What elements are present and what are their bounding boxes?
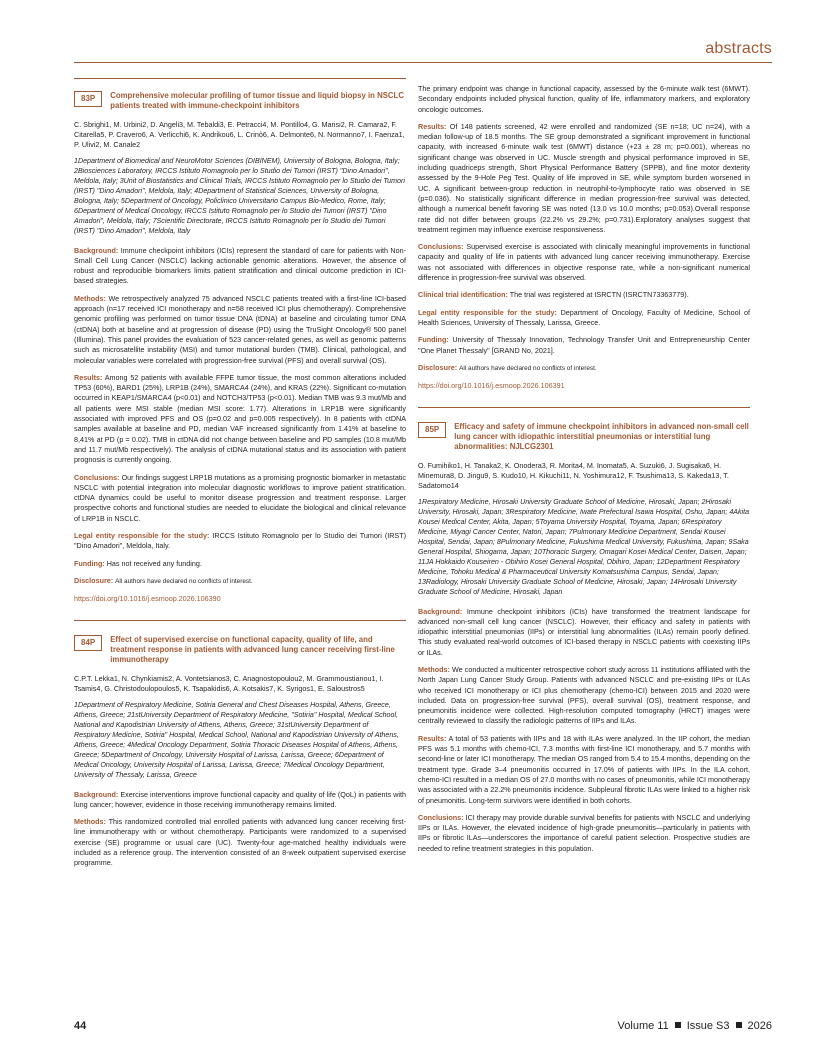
conclusions-section: Conclusions: Our findings suggest LRP1B mutations as a promising prognostic biomarker in metastatic NSCLC with potential integration into molecular diagnostic workflows to improve patient stratification. ctDNA dynamics could be useful to monitor disease progression and treatment response. Larger prospective cohorts and functional studies are needed to elucidate the biological and clinical relevance of LRP1B in NSCLC. bbox=[74, 472, 407, 523]
page-footer bbox=[74, 1020, 772, 1034]
author-list: C.P.T. Lekka1, N. Chynkiamis2, A. Vontetsianos3, C. Anagnostopoulou2, M. Grammoustianou1, I. Tsamis4, G. Christodoulopoulos5, K. Tsapakidis6, A. Kotsakis7, K. Syrigos1, E. Saloustros5 bbox=[74, 673, 384, 693]
background-section: Background: Immune checkpoint inhibitors (ICIs) represent the standard of care for patients with Non-Small Cell Lung Cancer (NSCLC) lacking actionable genomic alterations. However, the absence of robust and reproducible biomarkers limits patient stratification and clinical outcome prediction in ICI-based strategies. bbox=[74, 245, 407, 286]
methods-section: Methods: We conducted a multicenter retrospective cohort study across 11 institutions affiliated with the North Japan Lung Cancer Study Group. Patients with advanced NSCLC and pre-existing IIPs or ILAs who received ICI monotherapy or ICI plus chemotherapy (chemo-ICI) between 2015 and 2020 were included. Data on progression-free survival (PFS), overall survival (OS), treatment response, and pneumonitis incidence were collected. High-resolution computed tomography (HRCT) images were centrally reviewed to classify the radiologic patterns of IIPs and ILAs. bbox=[418, 665, 750, 726]
conclusions-section: Conclusions: ICI therapy may provide durable survival benefits for patients with NSCLC and underlying IIPs or ILAs. However, the elevated incidence of high-grade pneumonitis—particularly in patients with IIPs or fibrotic ILAs—underscores the importance of careful patient selection. Prospective studies are needed to refine treatment strategies in this population. bbox=[418, 812, 750, 853]
header-rule bbox=[74, 62, 772, 63]
abstract-separator bbox=[418, 407, 750, 408]
clinical-trial-id: Clinical trial identification: The trial was registered at ISRCTN (ISRCTN73363779). bbox=[418, 290, 689, 300]
affiliations: 1Department of Respiratory Medicine, Sotiria General and Chest Diseases Hospital, Athens, Greece, Athens, Greece; 21stUniversity Department of Respiratory Medicine, "Sotiria" Hospital, Medical School, National and Kapodistrian University of Athens, Athens, Greece; 31stUniversity Department of Respiratory Medicine, Sotiria" Hospital, Medical School, National and Kapodistrian University of Athens, Athens, Greece; 4Medical Oncology Department, Sotiria Thoracic Diseases Hospital of Athens, Athens, Greece; 5Department of Oncology, University Hospital of Larissa, Larissa, Greece; 6Department of Medical Oncology, University Hospital of Larissa, Larissa, Greece; 7Medical Oncology Department, University of Thessaly, Larissa, Greece bbox=[74, 700, 399, 779]
abstract-83p-header bbox=[74, 91, 406, 111]
affiliations: 1Department of Biomedical and NeuroMotor Sciences (DIBINEM), University of Bologna, Bologna, Italy; 2Biosciences Laboratory, IRCCS Istituto Romagnolo per lo Studio dei Tumori (IRST) "Dino Amadori", Meldola, Italy; 3Unit of Biostatistics and Clinical Trials, IRCCS Istituto Romagnolo per lo Studio dei Tumori (IRST) "Dino Amadori", Meldola, Italy; 4Department of Statistical Sciences, University of Bologna, Bologna, Italy; 5Department of Oncology, Policlinico Universitario Campus Bio-Medico, Rome, Italy; 6Department of Medical Oncology, IRCCS Istituto Romagnolo per lo Studio dei Tumori (IRST) "Dino Amadori", Meldola, Italy; 7Scientific Directorate, IRCCS Istituto Romagnolo per lo Studio dei Tumori (IRST) "Dino Amadori", Meldola, Italy bbox=[74, 156, 405, 235]
doi-link[interactable]: https://doi.org/10.1016/j.esmoop.2026.106391 bbox=[418, 381, 565, 391]
abstract-id: 84P bbox=[74, 635, 102, 651]
author-list: O. Fumihiko1, H. Tanaka2, K. Onodera3, R. Morita4, M. Inomata5, A. Suzuki6, J. Sugisaka6, H. Minemura8, D. Jingu9, S. Kudo10, H. Kikuchi11, N. Yoshimura12, F. Tsushima13, S. Kakeda13, T. Sadatomo14 bbox=[418, 460, 729, 490]
abstract-84p-header bbox=[74, 635, 406, 664]
doi-link[interactable]: https://doi.org/10.1016/j.esmoop.2026.106390 bbox=[74, 594, 221, 604]
abstract-separator bbox=[74, 78, 406, 79]
abstract-85p-header bbox=[418, 422, 750, 451]
abstract-id: 85P bbox=[418, 422, 446, 438]
running-header: abstracts bbox=[705, 40, 772, 57]
funding: Funding: Has not received any funding. bbox=[74, 558, 202, 568]
legal-entity: Legal entity responsible for the study: IRCCS Istituto Romagnolo per lo Studio dei Tumori (IRST) "Dino Amadori", Meldola, Italy. bbox=[74, 531, 406, 551]
legal-entity: Legal entity responsible for the study: Department of Oncology, Faculty of Medicine, School of Health Sciences, University of Thessaly, Larissa, Greece. bbox=[418, 307, 750, 327]
methods-section: Methods: We retrospectively analyzed 75 advanced NSCLC patients treated with a first-line ICI-based approach (n=17 received ICI monotherapy and n=58 received ICI plus chemotherapy). Comprehensive genomic profiling was performed on tumor tissue DNA (tDNA) at baseline and circulating tumor DNA (ctDNA) both at baseline and at progression of disease (PD) using the TruSight Oncology® 500 panel (Illumina). This panel provides the evaluation of 523 cancer-related genes, as well as genomic patterns such as microsatellite instability (MSI) and tumor mutational burden (TMB). Clinical, pathological, and molecular variables were correlated with progression-free survival (PFS) and overall survival (OS). bbox=[74, 293, 407, 365]
right-column bbox=[418, 84, 750, 861]
results-section: Results: Among 52 patients with available FFPE tumor tissue, the most common alterations included TP53 (60%), BARD1 (25%), LRP1B (24%), SMARCA4 (24%), and KRAS (22%). Significant co-mutation occurred in KEAP1/SMARCA4 (p<0.01) and NOTCH3/TP53 (p<0.01). Median TMB was 9.3 mut/Mb and all patients were MSI stable (median MSI score: 1.77). Alterations in LRP1B were significantly associated with improved PFS and OS (p=0.02 and p=0.005 respectively). In 8 patients with ctDNA samples available at baseline and PD, median VAF increased significantly from 1.41% at baseline to 8,41% at PD (p = 0.02). TMB in ctDNA did not change between baseline and PD samples (10.8 mut/Mb and 11.7 mut/Mb respectively). The analysis of ctDNA mutational status and its association with patient prognosis is currently ongoing. bbox=[74, 372, 406, 465]
funding: Funding: University of Thessaly Innovation, Technology Transfer Unit and Entrepreneurship Center "One Planet Thessaly" [GRAND No, 2021]. bbox=[418, 335, 750, 355]
volume-issue: Volume 11 Issue S3 2026 bbox=[617, 1020, 772, 1032]
abstract-title: Efficacy and safety of immune checkpoint inhibitors in advanced non-small cell lung cancer with idiopathic interstitial pneumonias or interstitial lung abnormalities: NJLCG2301 bbox=[454, 422, 749, 451]
methods-section: Methods: This randomized controlled trial enrolled patients with advanced lung cancer receiving first-line immunotherapy with or without chemotherapy. Participants were randomized to a supervised exercise (SE) programme or usual care (UC). Twenty-four age-matched healthy individuals were included as a reference group. The intervention consisted of an 8-week outpatient supervised exercise programme. bbox=[74, 817, 406, 868]
page-number: 44 bbox=[74, 1020, 87, 1032]
abstract-separator bbox=[74, 620, 406, 621]
abstract-title: Effect of supervised exercise on functional capacity, quality of life, and treatment response in patients with advanced lung cancer receiving first-line immunotherapy bbox=[110, 635, 395, 664]
left-column bbox=[74, 78, 406, 876]
author-list: C. Sbrighi1, M. Urbini2, D. Angeli3, M. Tebaldi3, E. Petracci4, M. Pontillo4, G. Marisi2, R. Camara2, F. Citarella5, P. Cravero6, A. Verlicchi6, K. Andrikou6, L. Crinò6, A. Delmonte6, N. Normanno7, I. Faenza1, P. Ulivi2, M. Canale2 bbox=[74, 119, 405, 149]
conclusions-section: Conclusions: Supervised exercise is associated with clinically meaningful improvements in functional capacity and quality of life in patients with advanced lung cancer receiving immunotherapy. Exercise was not associated with differences in objective response rate, while a non-significant numerical difference in progression-free survival was observed. bbox=[418, 242, 751, 283]
abstract-id: 83P bbox=[74, 91, 102, 107]
disclosure: Disclosure: All authors have declared no conflicts of interest. bbox=[74, 575, 253, 585]
affiliations: 1Respiratory Medicine, Hirosaki University Graduate School of Medicine, Hirosaki, Japan; 2Hirosaki University, Hirosaki, Japan; 3Respiratory Medicine, Iwate Prefectural Isawa Hospital, Oshu, Japan; 4Akita Kousei Medical Center, Akita, Japan; 5Toyama University Hospital, Toyama, Japan; 6Respiratory Medicine, Miyagi Cancer Center, Natori, Japan; 7Pulmonary Medicine Department, Sendai Kousei Hospital, Sendai, Japan; 8Pulmonary Medicine, Fukushima Medical University, Fukushima, Japan; 9Saka General Hospital, Shiogama, Japan; 10Thoracic Surgery, Omagari Kosei Medical Center, Daisen, Japan; 11JA Hokkaido Kouseiren - Obihiro Kosei General Hospital, Obihiro, Japan; 12Department Respiratory Medicine, Tohoku Medical & Pharmaceutical University Komatsushima Campus, Sendai, Japan; 13Radiology, Hirosaki University Graduate School of Medicine, Hirosaki, Japan; 14Hirosaki University Graduate School of Medicine, Hirosaki, Japan bbox=[418, 497, 750, 596]
background-section: Background: Exercise interventions improve functional capacity and quality of life (QoL) in patients with lung cancer; however, evidence in those receiving immunotherapy remains limited. bbox=[74, 789, 406, 809]
disclosure: Disclosure: All authors have declared no conflicts of interest. bbox=[418, 362, 597, 372]
methods-continued: The primary endpoint was change in functional capacity, assessed by the 6-minute walk test (6MWT). Secondary endpoints included physical function, quality of life, inflammatory markers, and exploratory oncologic outcomes. bbox=[418, 84, 750, 114]
background-section: Background: Immune checkpoint inhibitors (ICIs) have transformed the treatment landscape for advanced non-small cell lung cancer (NSCLC). However, their efficacy and safety in patients with idiopathic interstitial pneumonias (IIPs) or interstitial lung abnormalities (ILAs) remain poorly defined. This study evaluated real-world outcomes of ICI-based therapy in NSCLC patients with coexisting IIPs or ILAs. bbox=[418, 606, 750, 657]
results-section: Results: A total of 53 patients with IIPs and 18 with ILAs were analyzed. In the IIP cohort, the median PFS was 5.1 months with chemo-ICI, 7.3 months with first-line ICI monotherapy, and 5.7 months with second-line or later ICI monotherapy. The median OS ranged from 5.4 to 15.4 months, depending on the treatment type. Grade 3–4 pneumonitis occurred in 17.0% of patients with IIPs. In the ILA cohort, chemo-ICI resulted in a median OS of 27.0 months with no cases of pneumonitis, while ICI monotherapy was associated with a 22.2% pneumonitis incidence. Subpleural fibrotic ILAs were linked to a higher risk of pneumonitis. Long-term survivors were identified in both cohorts. bbox=[418, 733, 750, 805]
results-section: Results: Of 148 patients screened, 42 were enrolled and randomized (SE n=18; UC n=24), with a median follow-up of 18.5 months. The SE group demonstrated a significant improvement in functional capacity, with increased 6-minute walk test (6MWT) distance (+23 ± 28 m; p=0.001), whereas no significant change was observed in UC. Muscle strength and physical performance improved in SE, including quadriceps strength, Short Physical Performance Battery (SPPB), and fine motor dexterity assessed by the 9-Hole Peg Test. Quality of life improved in SE, while symptom burden worsened in UC. A significant between-group reduction in neutrophil-to-lymphocyte ratio was observed in SE (p=0.036). No statistically significant difference in median progression-free survival was detected, although a numerical benefit favoring SE was noted (13.0 vs 10.0 months; p=0.053).Overall response rate did not differ between groups (22.2% vs 29.2%; p=0.731).Exploratory analyses suggest that treatment regimen may influence exercise responsiveness. bbox=[418, 121, 750, 234]
abstract-title: Comprehensive molecular profiling of tumor tissue and liquid biopsy in NSCLC patients treated with immune-checkpoint inhibitors bbox=[110, 91, 404, 110]
